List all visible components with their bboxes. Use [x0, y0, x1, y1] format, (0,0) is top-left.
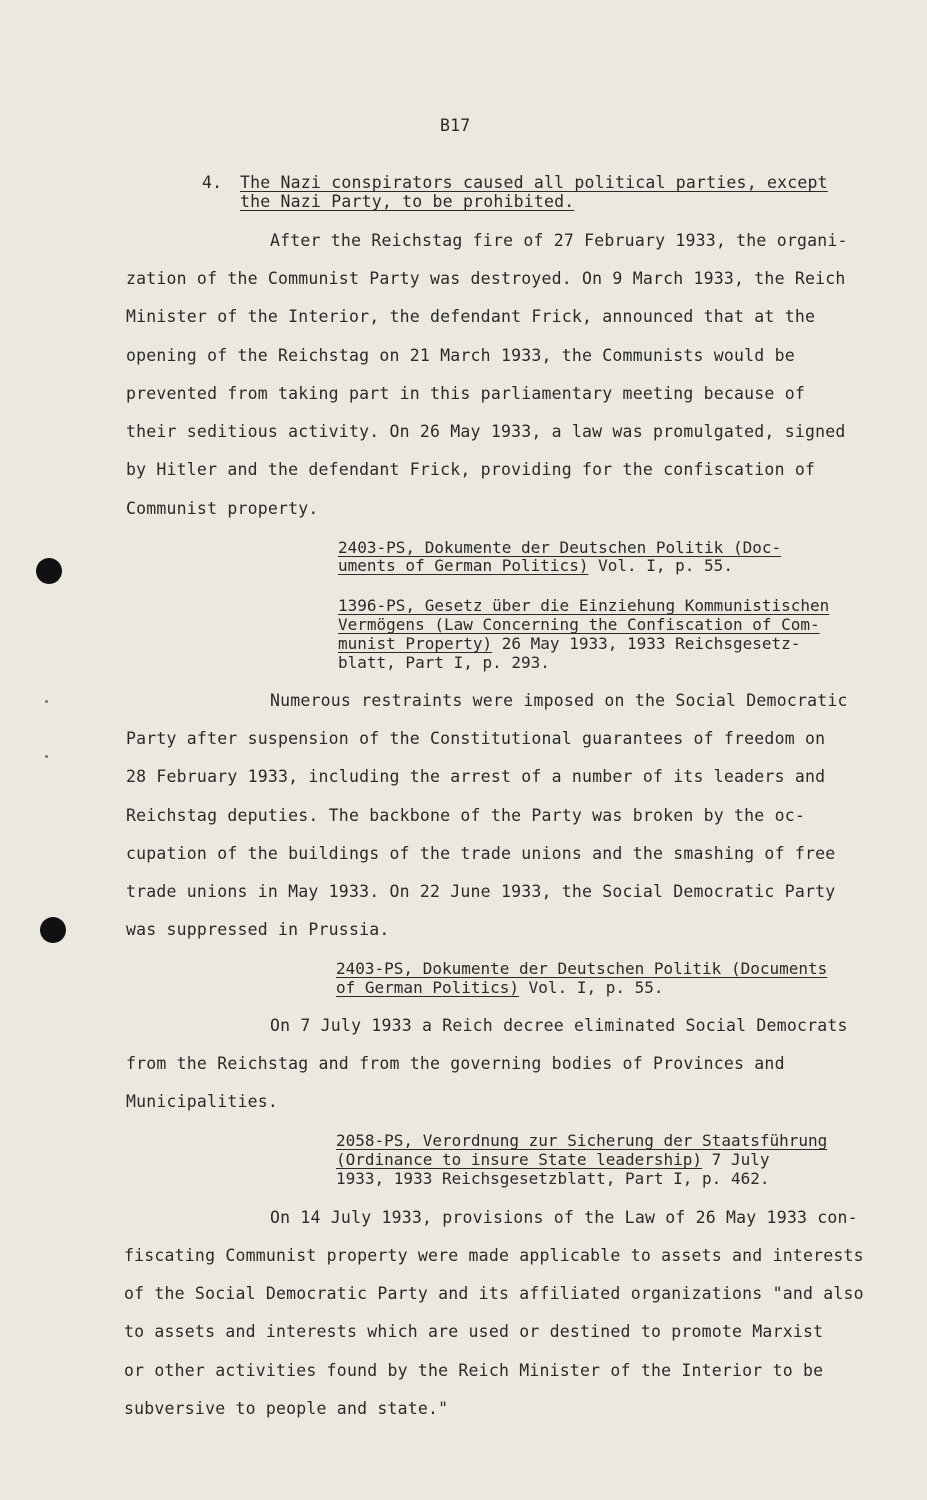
paragraph-line: zation of the Communist Party was destroyed. On 9 March 1933, the Reich: [126, 269, 846, 288]
paragraph-line: subversive to people and state.": [124, 1399, 449, 1418]
paragraph-line: 28 February 1933, including the arrest of a number of its leaders and: [126, 767, 826, 786]
punch-hole-top: [36, 558, 62, 584]
paragraph-line: trade unions in May 1933. On 22 June 1933, the Social Democratic Party: [126, 882, 836, 901]
punch-hole-bottom: [40, 917, 66, 943]
citation-line: [336, 978, 664, 997]
paragraph-line: cupation of the buildings of the trade unions and the smashing of free: [126, 844, 836, 863]
citation-underlined: of German Politics): [336, 978, 520, 997]
paragraph-line: was suppressed in Prussia.: [126, 920, 390, 939]
citation-underlined: 2058-PS, Verordnung zur Sicherung der Staatsführung: [336, 1131, 828, 1150]
citation-underlined: munist Property): [338, 634, 493, 653]
citation-underlined: 2403-PS, Dokumente der Deutschen Politik (Doc-: [338, 538, 782, 557]
citation-plain: blatt, Part I, p. 293.: [338, 653, 550, 672]
citation-line: [336, 1169, 769, 1188]
paragraph-line: fiscating Communist property were made applicable to assets and interests: [124, 1246, 864, 1265]
page-number: B17: [440, 116, 471, 135]
paragraph-line: Party after suspension of the Constitutional guarantees of freedom on: [126, 729, 826, 748]
paragraph-line: Municipalities.: [126, 1092, 279, 1111]
paragraph-line: their seditious activity. On 26 May 1933, a law was promulgated, signed: [126, 422, 846, 441]
citation-line: [336, 959, 827, 978]
citation-line: [338, 634, 800, 653]
paragraph-line: On 14 July 1933, provisions of the Law of 26 May 1933 con-: [270, 1208, 858, 1227]
paragraph-line: On 7 July 1933 a Reich decree eliminated Social Democrats: [270, 1016, 848, 1035]
citation-line: [338, 653, 550, 672]
citation-line: [336, 1131, 827, 1150]
paragraph-line: Communist property.: [126, 499, 319, 518]
paragraph-line: opening of the Reichstag on 21 March 1933, the Communists would be: [126, 346, 795, 365]
paragraph-line: to assets and interests which are used or destined to promote Marxist: [124, 1322, 824, 1341]
citation-plain: 1933, 1933 Reichsgesetzblatt, Part I, p. 462.: [336, 1169, 770, 1188]
citation-underlined: uments of German Politics): [338, 556, 589, 575]
citation-underlined: 2403-PS, Dokumente der Deutschen Politik (Documents: [336, 959, 828, 978]
paragraph-line: Minister of the Interior, the defendant Frick, announced that at the: [126, 307, 816, 326]
citation-plain: Vol. I, p. 55.: [519, 978, 664, 997]
paragraph-line: Reichstag deputies. The backbone of the Party was broken by the oc-: [126, 806, 805, 825]
citation-underlined: (Ordinance to insure State leadership): [336, 1150, 703, 1169]
paragraph-line: Numerous restraints were imposed on the Social Democratic: [270, 691, 848, 710]
citation-underlined: Vermögens (Law Concerning the Confiscation of Com-: [338, 615, 820, 634]
citation-line: [338, 596, 829, 615]
paragraph-line: After the Reichstag fire of 27 February 1933, the organi-: [270, 231, 848, 250]
citation-plain: 26 May 1933, 1933 Reichsgesetz-: [492, 634, 801, 653]
paragraph-line: by Hitler and the defendant Frick, providing for the confiscation of: [126, 460, 816, 479]
paragraph-line: of the Social Democratic Party and its affiliated organizations "and also: [124, 1284, 864, 1303]
heading-line: The Nazi conspirators caused all political parties, except: [240, 173, 828, 192]
heading-line: the Nazi Party, to be prohibited.: [240, 192, 575, 211]
citation-underlined: 1396-PS, Gesetz über die Einziehung Kommunistischen: [338, 596, 830, 615]
paper-speck: [45, 755, 48, 758]
paper-speck: [45, 700, 48, 703]
paragraph-line: or other activities found by the Reich Minister of the Interior to be: [124, 1361, 824, 1380]
paragraph-line: prevented from taking part in this parliamentary meeting because of: [126, 384, 805, 403]
citation-plain: Vol. I, p. 55.: [588, 556, 733, 575]
citation-line: [336, 1150, 769, 1169]
citation-line: [338, 556, 733, 575]
citation-line: [338, 615, 820, 634]
heading-number: 4.: [202, 173, 223, 192]
citation-plain: 7 July: [702, 1150, 770, 1169]
citation-line: [338, 538, 781, 557]
paragraph-line: from the Reichstag and from the governing bodies of Provinces and: [126, 1054, 785, 1073]
